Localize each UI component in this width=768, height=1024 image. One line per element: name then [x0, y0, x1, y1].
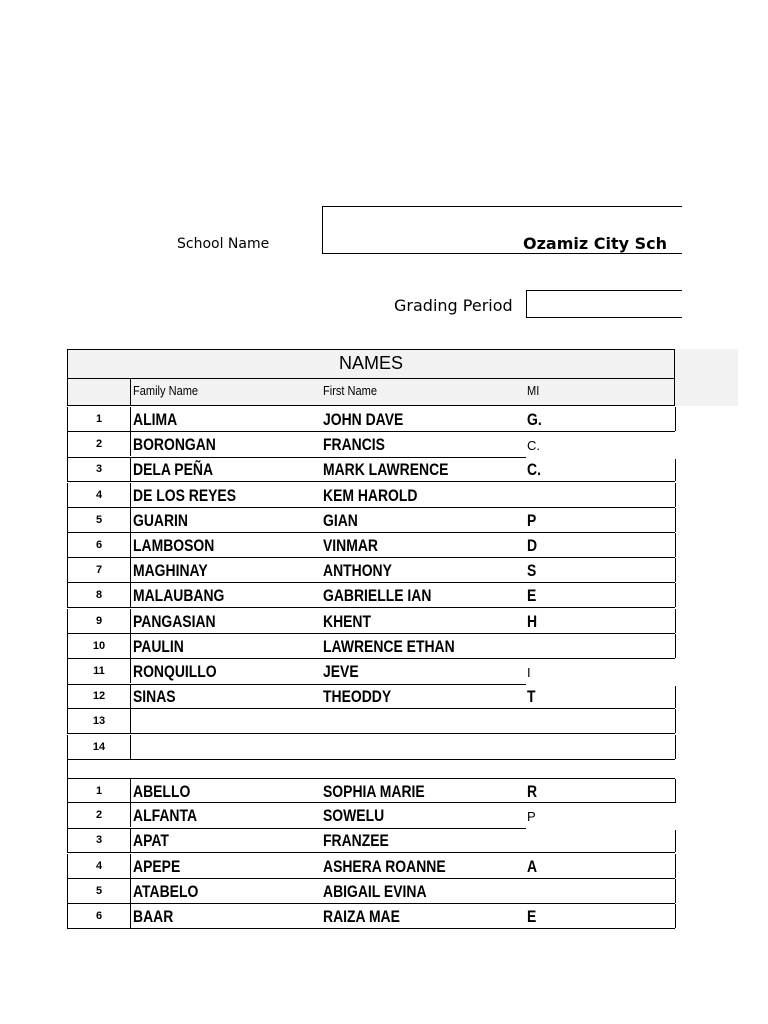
- row-number: 2: [95, 809, 103, 822]
- row-number: 10: [92, 639, 106, 652]
- right-border: [675, 558, 676, 582]
- row-number: 4: [95, 859, 103, 872]
- middle-initial-cell[interactable]: S: [527, 561, 537, 581]
- right-border: [675, 407, 676, 431]
- table-row: [67, 709, 675, 734]
- column-header-row: [67, 378, 675, 406]
- family-name-cell[interactable]: DE LOS REYES: [133, 485, 237, 505]
- middle-initial-cell[interactable]: P: [527, 510, 537, 530]
- column-divider: [130, 483, 131, 507]
- first-name-cell[interactable]: MARK LAWRENCE: [323, 460, 449, 480]
- column-divider: [130, 432, 131, 456]
- column-divider: [130, 407, 131, 431]
- row-number: 13: [92, 715, 106, 728]
- first-name-cell[interactable]: KHENT: [323, 611, 372, 631]
- middle-initial-cell[interactable]: A: [527, 856, 538, 876]
- right-border: [675, 735, 676, 759]
- column-divider: [130, 457, 131, 481]
- mi-header: MI: [527, 383, 540, 398]
- column-divider: [130, 828, 131, 852]
- column-divider: [130, 709, 131, 733]
- table-row: [67, 609, 675, 634]
- school-name-field[interactable]: [322, 206, 682, 254]
- table-row: [67, 634, 675, 659]
- family-name-cell[interactable]: LAMBOSON: [133, 536, 215, 555]
- table-row: [67, 483, 675, 508]
- column-divider: [130, 659, 131, 683]
- row-number: 4: [95, 488, 103, 501]
- table-row: [67, 828, 675, 853]
- first-name-cell[interactable]: GIAN: [323, 510, 358, 530]
- row-number: 1: [95, 413, 103, 425]
- middle-initial-cell[interactable]: E: [527, 586, 537, 606]
- column-divider: [130, 609, 131, 633]
- column-divider: [130, 779, 131, 803]
- first-name-cell[interactable]: JEVE: [323, 662, 359, 681]
- names-header: NAMES: [67, 349, 675, 378]
- column-divider: [130, 634, 131, 658]
- table-row: [67, 904, 675, 929]
- column-divider: [130, 508, 131, 532]
- row-number: 11: [93, 665, 105, 677]
- column-divider: [130, 533, 131, 557]
- table-row: [67, 778, 675, 803]
- table-row: [67, 659, 675, 684]
- right-border: [675, 483, 676, 507]
- middle-initial-cell[interactable]: C.: [527, 460, 541, 480]
- first-name-cell[interactable]: RAIZA MAE: [323, 907, 400, 926]
- grading-period-label: Grading Period: [394, 296, 513, 315]
- row-number: 12: [92, 690, 106, 703]
- right-border: [675, 854, 676, 878]
- table-row: [67, 735, 675, 760]
- right-border: [675, 459, 676, 481]
- family-name-cell[interactable]: PANGASIAN: [133, 611, 216, 631]
- family-name-cell[interactable]: BORONGAN: [133, 435, 216, 455]
- first-name-cell[interactable]: LAWRENCE ETHAN: [323, 636, 455, 656]
- middle-initial-cell[interactable]: I: [527, 665, 531, 680]
- row-number: 8: [95, 589, 103, 602]
- row-number: 5: [95, 884, 103, 897]
- middle-initial-cell[interactable]: P: [527, 809, 536, 825]
- table-row: [67, 457, 675, 482]
- first-name-cell[interactable]: VINMAR: [323, 536, 378, 555]
- family-name-cell[interactable]: BAAR: [133, 907, 174, 926]
- row-number: 1: [95, 785, 103, 797]
- row-number: 6: [95, 539, 103, 551]
- right-border: [675, 609, 676, 633]
- family-name-cell[interactable]: GUARIN: [133, 510, 188, 530]
- middle-initial-cell[interactable]: H: [527, 611, 538, 631]
- family-name-cell[interactable]: MAGHINAY: [133, 561, 208, 581]
- table-row: [67, 533, 675, 558]
- row-number: 2: [95, 438, 103, 451]
- family-name-cell[interactable]: ATABELO: [133, 881, 199, 901]
- column-divider: [130, 735, 131, 759]
- first-name-cell[interactable]: THEODDY: [323, 687, 392, 707]
- column-divider: [130, 583, 131, 607]
- row-number: 3: [95, 834, 103, 847]
- family-name-cell[interactable]: ALFANTA: [133, 806, 198, 826]
- column-divider: [130, 684, 131, 708]
- first-name-cell[interactable]: FRANZEE: [323, 831, 389, 851]
- right-border: [675, 533, 676, 557]
- school-name-label: School Name: [177, 236, 270, 252]
- family-name-cell[interactable]: ABELLO: [133, 782, 191, 801]
- right-border: [675, 779, 676, 803]
- family-name-cell[interactable]: PAULIN: [133, 636, 184, 656]
- column-divider: [130, 904, 131, 928]
- first-name-header: First Name: [323, 383, 378, 398]
- right-border: [675, 879, 676, 903]
- family-name-cell[interactable]: ALIMA: [133, 410, 178, 429]
- middle-initial-cell[interactable]: T: [527, 687, 536, 707]
- column-divider: [130, 803, 131, 827]
- row-number: 7: [95, 564, 103, 577]
- table-row: [67, 407, 675, 432]
- family-name-header: Family Name: [133, 383, 199, 398]
- column-divider: [130, 558, 131, 582]
- table-row: [67, 684, 675, 709]
- right-border: [675, 830, 676, 852]
- middle-initial-cell[interactable]: E: [527, 907, 537, 926]
- first-name-cell[interactable]: ABIGAIL EVINA: [323, 881, 427, 901]
- table-row: [67, 803, 675, 828]
- grading-period-field[interactable]: [526, 290, 682, 318]
- table-row: [67, 508, 675, 533]
- family-name-cell[interactable]: DELA PEÑA: [133, 460, 214, 480]
- right-border: [675, 904, 676, 928]
- first-name-cell[interactable]: SOPHIA MARIE: [323, 782, 425, 801]
- group-spacer: [67, 758, 675, 779]
- table-row: [67, 854, 675, 879]
- column-divider: [130, 379, 131, 405]
- first-name-cell[interactable]: ASHERA ROANNE: [323, 856, 446, 876]
- column-divider: [130, 854, 131, 878]
- right-border: [675, 709, 676, 733]
- table-row: [67, 432, 675, 457]
- first-name-cell[interactable]: SOWELU: [323, 806, 385, 826]
- family-name-cell[interactable]: MALAUBANG: [133, 586, 225, 606]
- first-name-cell[interactable]: JOHN DAVE: [323, 410, 404, 429]
- table-row: [67, 879, 675, 904]
- first-name-cell[interactable]: GABRIELLE IAN: [323, 586, 432, 606]
- table-row: [67, 558, 675, 583]
- middle-initial-cell[interactable]: D: [527, 536, 538, 555]
- row-number: 6: [95, 910, 103, 922]
- middle-initial-cell[interactable]: C.: [527, 438, 540, 454]
- row-number: 14: [92, 740, 106, 753]
- right-border: [675, 583, 676, 607]
- right-border: [675, 634, 676, 658]
- first-name-cell[interactable]: KEM HAROLD: [323, 485, 418, 505]
- right-border: [675, 686, 676, 708]
- family-name-cell[interactable]: RONQUILLO: [133, 662, 217, 681]
- middle-initial-cell[interactable]: R: [527, 782, 538, 801]
- row-number: 9: [95, 614, 103, 627]
- family-name-cell[interactable]: SINAS: [133, 687, 176, 707]
- row-number: 3: [95, 463, 103, 476]
- first-name-cell[interactable]: FRANCIS: [323, 435, 385, 455]
- first-name-cell[interactable]: ANTHONY: [323, 561, 392, 581]
- row-number: 5: [95, 513, 103, 526]
- table-row: [67, 583, 675, 608]
- family-name-cell[interactable]: APAT: [133, 831, 169, 851]
- gray-fill-extension: [675, 349, 738, 406]
- family-name-cell[interactable]: APEPE: [133, 856, 181, 876]
- right-border: [675, 508, 676, 532]
- column-divider: [130, 879, 131, 903]
- middle-initial-cell[interactable]: G.: [527, 410, 542, 429]
- school-name-value: Ozamiz City Sch: [523, 234, 668, 253]
